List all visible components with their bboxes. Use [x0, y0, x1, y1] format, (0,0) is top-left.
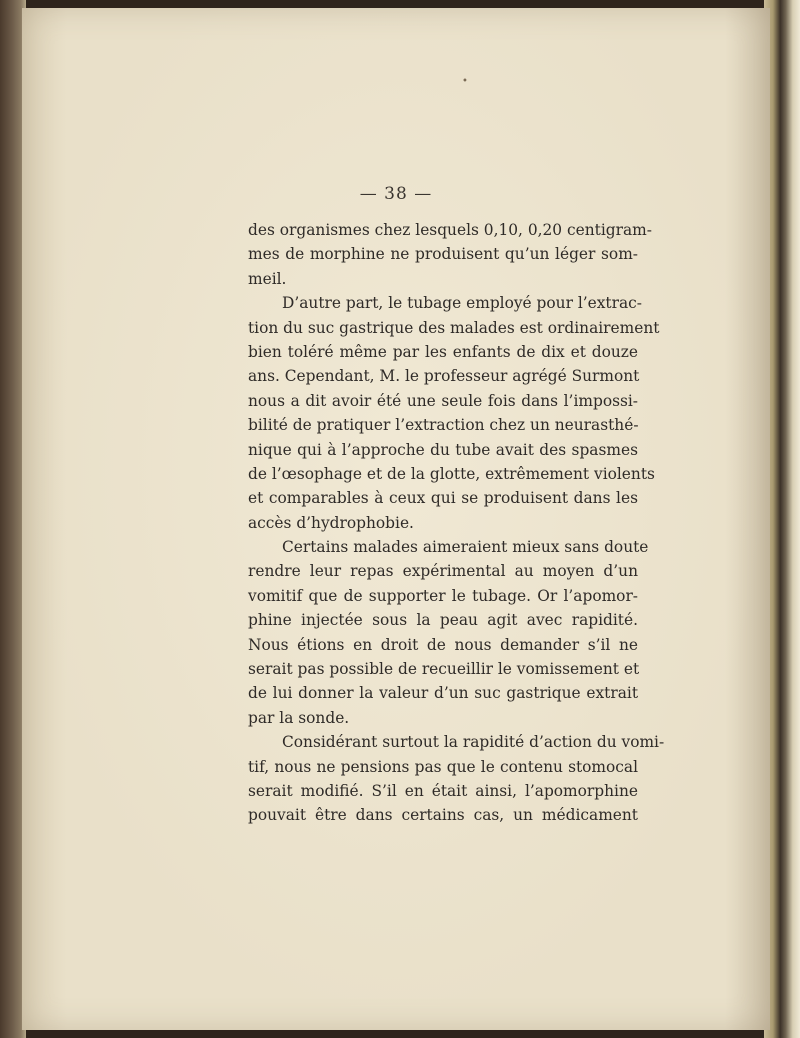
- text-line: accès d’hydrophobie.: [248, 513, 414, 532]
- text-line: et comparables à ceux qui se produisent dans les: [248, 489, 638, 508]
- text-line: vomitif que de supporter le tubage. Or l’apomor-: [248, 586, 638, 605]
- text-line: nique qui à l’approche du tube avait des spasmes: [248, 440, 638, 459]
- text-line: nous a dit avoir été une seule fois dans l’impossi-: [248, 391, 638, 410]
- text-line: rendre leur repas expérimental au moyen d’un: [248, 562, 638, 581]
- text-line: bilité de pratiquer l’extraction chez un neurasthé-: [248, 416, 639, 435]
- text-line: meil.: [248, 269, 287, 288]
- text-line: serait pas possible de recueillir le vomissement et: [248, 660, 640, 679]
- text-line: phine injectée sous la peau agit avec rapidité.: [248, 611, 638, 630]
- page-number: — 38 —: [359, 184, 433, 204]
- text-line: tif, nous ne pensions pas que le contenu stomocal: [248, 757, 638, 776]
- text-line: Nous étions en droit de nous demander s’il ne: [248, 635, 638, 654]
- ink-mark: •: [462, 76, 468, 87]
- text-line: tion du suc gastrique des malades est ordinairement: [248, 318, 660, 337]
- text-line: Considérant surtout la rapidité d’action du vomi-: [282, 733, 665, 752]
- text-line: bien toléré même par les enfants de dix et douze: [248, 342, 638, 361]
- text-line: de l’œsophage et de la glotte, extrêmement violents: [248, 464, 655, 483]
- text-line: par la sonde.: [248, 708, 350, 727]
- body-text: [248, 218, 665, 828]
- text-line: pouvait être dans certains cas, un médicament: [248, 806, 638, 825]
- text-line: Certains malades aimeraient mieux sans doute: [282, 538, 649, 557]
- book-page: [22, 8, 770, 1030]
- text-line: mes de morphine ne produisent qu’un léger som-: [248, 245, 638, 264]
- text-line: ans. Cependant, M. le professeur agrégé Surmont: [248, 367, 640, 386]
- text-line: D’autre part, le tubage employé pour l’extrac-: [282, 294, 642, 313]
- text-line: serait modifié. S’il en était ainsi, l’apomorphine: [248, 781, 638, 800]
- text-line: des organismes chez lesquels 0,10, 0,20 centigram-: [248, 221, 652, 239]
- text-line: de lui donner la valeur d’un suc gastrique extrait: [248, 684, 638, 703]
